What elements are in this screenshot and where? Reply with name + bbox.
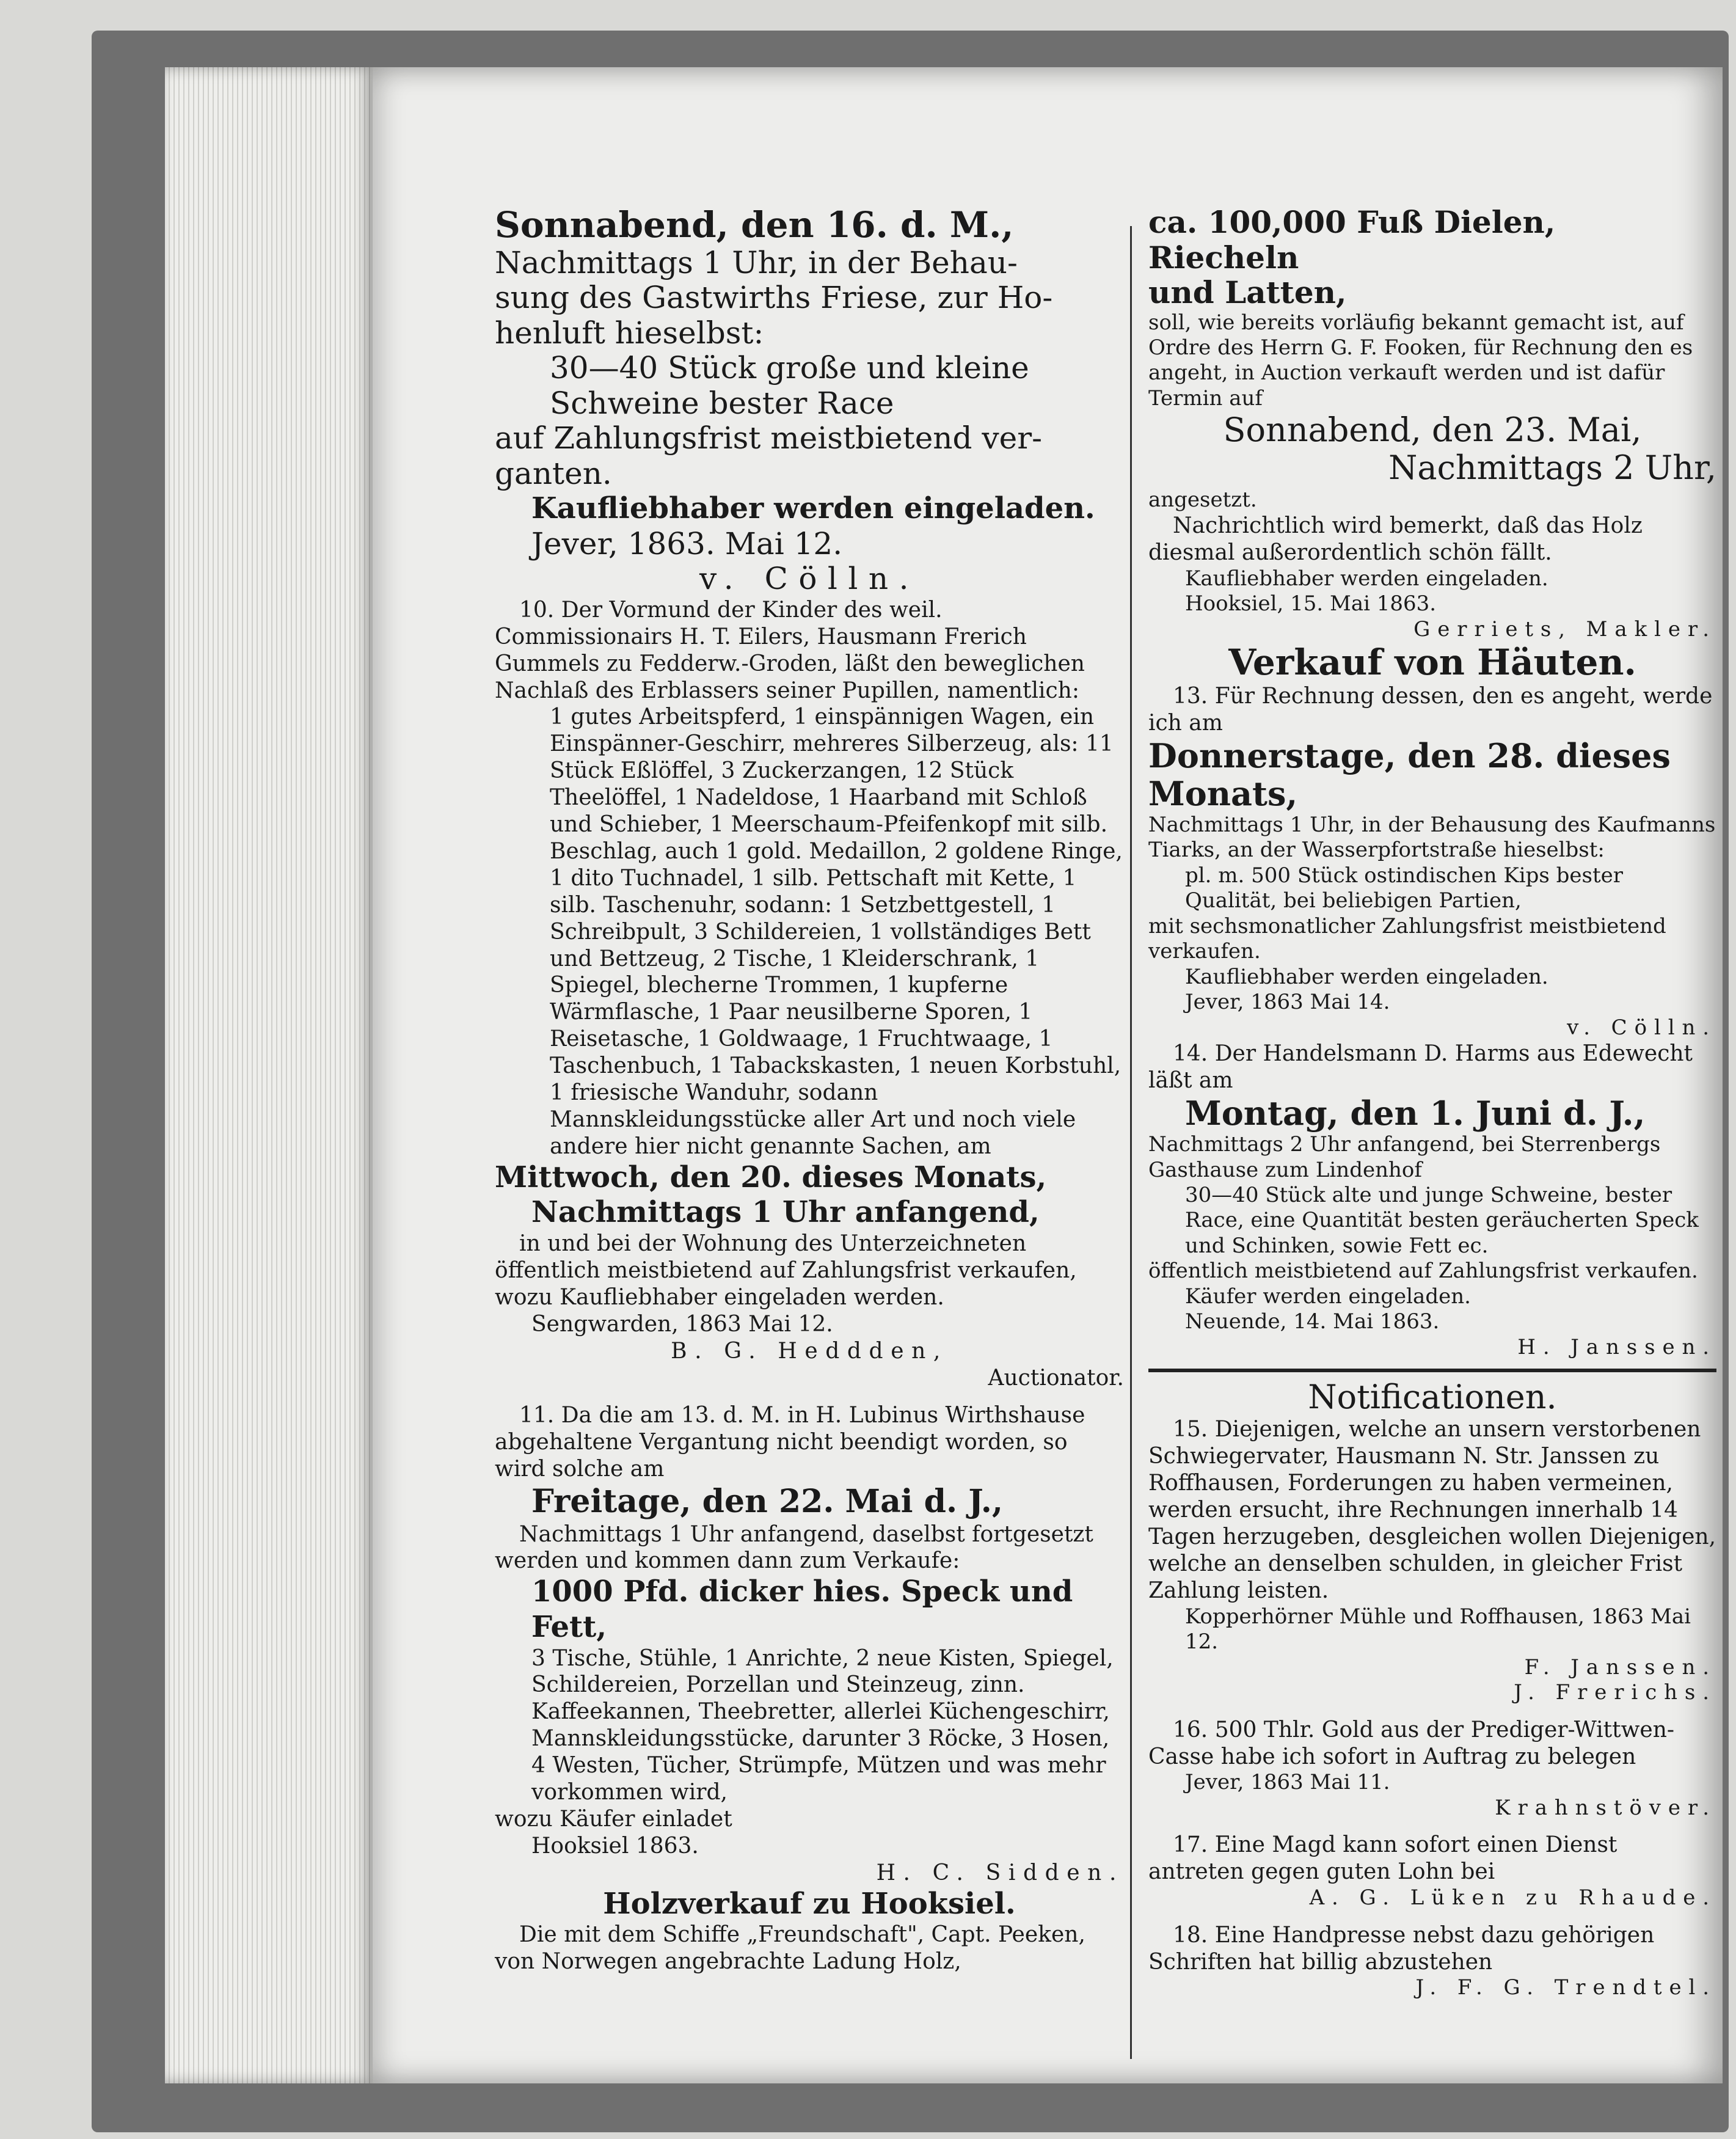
notice-text: 16. 500 Thlr. Gold aus der Prediger-Wittwen-Casse habe ich sofort in Auftrag zu belegen <box>1148 1717 1675 1769</box>
notice-date-heading: Nachmittags 1 Uhr anfangend, <box>531 1195 1040 1230</box>
section-divider <box>1148 1369 1716 1372</box>
notice-text: Nachmittags 2 Uhr anfangend, bei Sterrenbergs Gasthause zum Lindenhof <box>1148 1132 1661 1182</box>
column-divider <box>1130 226 1132 2059</box>
announcement-line: sung des Gastwirths Friese, zur Ho- <box>495 280 1053 316</box>
announcement-heading: ca. 100,000 Fuß Dielen, Riecheln <box>1148 204 1556 276</box>
announcement-line: 30—40 Stück große und kleine <box>550 350 1029 386</box>
notice-date: Neuende, 14. Mai 1863. <box>1185 1309 1440 1334</box>
announcement-date: Jever, 1863. Mai 12. <box>531 525 843 561</box>
notice-text: in und bei der Wohnung des Unterzeichneten öffentlich meistbietend auf Zahlungsfrist verkaufen, wozu Kaufliebhaber eingeladen werden. <box>495 1231 1077 1310</box>
notice-text: Nachmittags 1 Uhr, in der Behausung des Kaufmanns Tiarks, an der Wasserpfortstraße hieselbst: <box>1148 812 1716 863</box>
notice-date-heading: Donnerstage, den 28. dieses Monats, <box>1148 736 1671 813</box>
announcement-invite: Kaufliebhaber werden eingeladen. <box>531 491 1095 526</box>
notice-text: 18. Eine Handpresse nebst dazu gehörigen Schriften hat billig abzustehen <box>1148 1922 1655 1975</box>
notice-text: öffentlich meistbietend auf Zahlungsfrist verkaufen. <box>1148 1259 1698 1284</box>
page-edges <box>165 67 373 2083</box>
announcement-heading: Sonnabend, den 16. d. M., <box>495 204 1014 246</box>
notice-text: Die mit dem Schiffe „Freundschaft", Capt. Peeken, von Norwegen angebrachte Ladung Holz, <box>495 1922 1085 1975</box>
announcement-heading: und Latten, <box>1148 274 1347 310</box>
notice-signature: A. G. Lüken zu Rhaude. <box>1309 1885 1716 1910</box>
notice-items: 3 Tische, Stühle, 1 Anrichte, 2 neue Kisten, Spiegel, Schildereien, Porzellan und Steinzeug, zinn. Kaffeekannen, Theebretter, allerlei Küchengeschirr, Mannskleidungsstücke, darunter 3 Röcke, 3 Hosen, 4 Westen, Tücher, Strümpfe, Mützen und was mehr vorkommen wird, <box>531 1645 1114 1805</box>
notice-date: Sengwarden, 1863 Mai 12. <box>531 1311 833 1337</box>
notice-date: Hooksiel 1863. <box>531 1833 699 1859</box>
notice-date-heading: Sonnabend, den 23. Mai, <box>1223 411 1642 450</box>
notice-text: angesetzt. <box>1148 487 1257 512</box>
notice-signature: Krahnstöver. <box>1495 1795 1716 1820</box>
notice-text: 11. Da die am 13. d. M. in H. Lubinus Wirthshause abgehaltene Vergantung nicht beendigt worden, so wird solche am <box>495 1403 1085 1482</box>
notice-signature: H. Janssen. <box>1517 1334 1716 1359</box>
notice-item-heading: 1000 Pfd. dicker hies. Speck und Fett, <box>531 1574 1073 1644</box>
notice-date-heading: Nachmittags 2 Uhr, <box>1388 448 1716 488</box>
notice-text: 13. Für Rechnung dessen, den es angeht, werde ich am <box>1148 683 1713 736</box>
notice-signature: H. C. Sidden. <box>876 1860 1124 1885</box>
notice-text: wozu Käufer einladet <box>495 1806 732 1832</box>
section-heading: Notificationen. <box>1308 1378 1557 1417</box>
notice-text: 17. Eine Magd kann sofort einen Dienst antreten gegen guten Lohn bei <box>1148 1832 1617 1885</box>
notice-role: Auctionator. <box>988 1365 1124 1391</box>
announcement-line: ganten. <box>495 455 612 491</box>
notice-items: 1 gutes Arbeitspferd, 1 einspännigen Wagen, ein Einspänner-Geschirr, mehreres Silberzeug, als: 11 Stück Eßlöffel, 3 Zuckerzangen, 12 Stück Theelöffel, 1 Nadeldose, 1 Haarband mit Schloß und Schieber, 1 Meerschaum-Pfeifenkopf mit silb. Beschlag, auch 1 gold. Medaillon, 2 goldene Ringe, 1 dito Tuchnadel, 1 silb. Pettschaft mit Kette, 1 silb. Taschenuhr, sodann: 1 Setzbettgestell, 1 Schreibpult, 3 Schildereien, 1 vollständiges Bett und Bettzeug, 2 Tische, 1 Kleiderschrank, 1 Spiegel, blecherne Trommen, 1 kupferne Wärmflasche, 1 Paar neusilberne Sporen, 1 Reisetasche, 1 Goldwaage, 1 Fruchtwaage, 1 Taschenbuch, 1 Tabackskasten, 1 neuen Korbstuhl, 1 friesische Wanduhr, sodann Mannskleidungsstücke aller Art und noch viele andere hier nicht genannte Sachen, am <box>550 704 1123 1159</box>
right-column <box>1148 205 1716 2001</box>
announcement-line: Schweine bester Race <box>550 385 894 421</box>
notice-signature: v. Cölln. <box>1567 1015 1716 1040</box>
announcement-line: auf Zahlungsfrist meistbietend ver- <box>495 420 1043 456</box>
notice-date: Hooksiel, 15. Mai 1863. <box>1185 591 1437 616</box>
notice-signature: F. Janssen. <box>1524 1655 1716 1680</box>
notice-text: Nachrichtlich wird bemerkt, daß das Holz diesmal außerordentlich schön fällt. <box>1148 513 1643 565</box>
notice-signature: Gerriets, Makler. <box>1413 616 1716 642</box>
notice-text: 10. Der Vormund der Kinder des weil. Commissionairs H. T. Eilers, Hausmann Frerich Gummels zu Fedderw.-Groden, läßt den beweglichen Nachlaß des Erblassers seiner Pupillen, namentlich: <box>495 597 1085 703</box>
notice-signature: J. F. G. Trendtel. <box>1415 1975 1716 2000</box>
notice-text: 15. Diejenigen, welche an unsern verstorbenen Schwiegervater, Hausmann N. Str. Janssen zu Roffhausen, Forderungen zu haben vermeinen, werden ersucht, ihre Rechnungen innerhalb 14 Tagen herzugeben, desgleichen wollen Diejenigen, welche an denselben schulden, in gleicher Frist Zahlung leisten. <box>1148 1417 1716 1603</box>
notice-invite: Käufer werden eingeladen. <box>1185 1284 1471 1309</box>
notice-signature: B. G. Heddden, <box>671 1338 948 1364</box>
notice-date: Kopperhörner Mühle und Roffhausen, 1863 Mai 12. <box>1185 1604 1691 1655</box>
notice-text: 14. Der Handelsmann D. Harms aus Edewecht läßt am <box>1148 1041 1693 1094</box>
notice-signature: J. Frerichs. <box>1514 1680 1716 1705</box>
notice-date-heading: Montag, den 1. Juni d. J., <box>1185 1093 1646 1133</box>
announcement-signature: v. Cölln. <box>699 561 920 597</box>
newspaper-page <box>373 67 1723 2083</box>
notice-date-heading: Freitage, den 22. Mai d. J., <box>531 1483 1003 1521</box>
notice-date: Jever, 1863 Mai 11. <box>1185 1770 1390 1795</box>
notice-text: soll, wie bereits vorläufig bekannt gemacht ist, auf Ordre des Herrn G. F. Fooken, für Rechnung den es angeht, in Auction verkauft werden und ist dafür Termin auf <box>1148 310 1693 411</box>
section-heading: Verkauf von Häuten. <box>1228 642 1636 684</box>
notice-date: Jever, 1863 Mai 14. <box>1185 990 1390 1015</box>
notice-text: mit sechsmonatlicher Zahlungsfrist meistbietend verkaufen. <box>1148 913 1666 964</box>
notice-text: Nachmittags 1 Uhr anfangend, daselbst fortgesetzt werden und kommen dann zum Verkaufe: <box>495 1521 1093 1574</box>
notice-items: pl. m. 500 Stück ostindischen Kips bester Qualität, bei beliebigen Partien, <box>1185 863 1623 913</box>
left-column <box>495 205 1124 1975</box>
notice-items: 30—40 Stück alte und junge Schweine, bester Race, eine Quantität besten geräucherten Speck und Schinken, sowie Fett ec. <box>1185 1183 1699 1258</box>
announcement-line: henluft hieselbst: <box>495 315 764 351</box>
notice-invite: Kaufliebhaber werden eingeladen. <box>1185 964 1548 989</box>
notice-invite: Kaufliebhaber werden eingeladen. <box>1185 566 1548 591</box>
section-heading: Holzverkauf zu Hooksiel. <box>603 1886 1016 1921</box>
announcement-line: Nachmittags 1 Uhr, in der Behau- <box>495 244 1018 280</box>
notice-date-heading: Mittwoch, den 20. dieses Monats, <box>495 1160 1047 1194</box>
